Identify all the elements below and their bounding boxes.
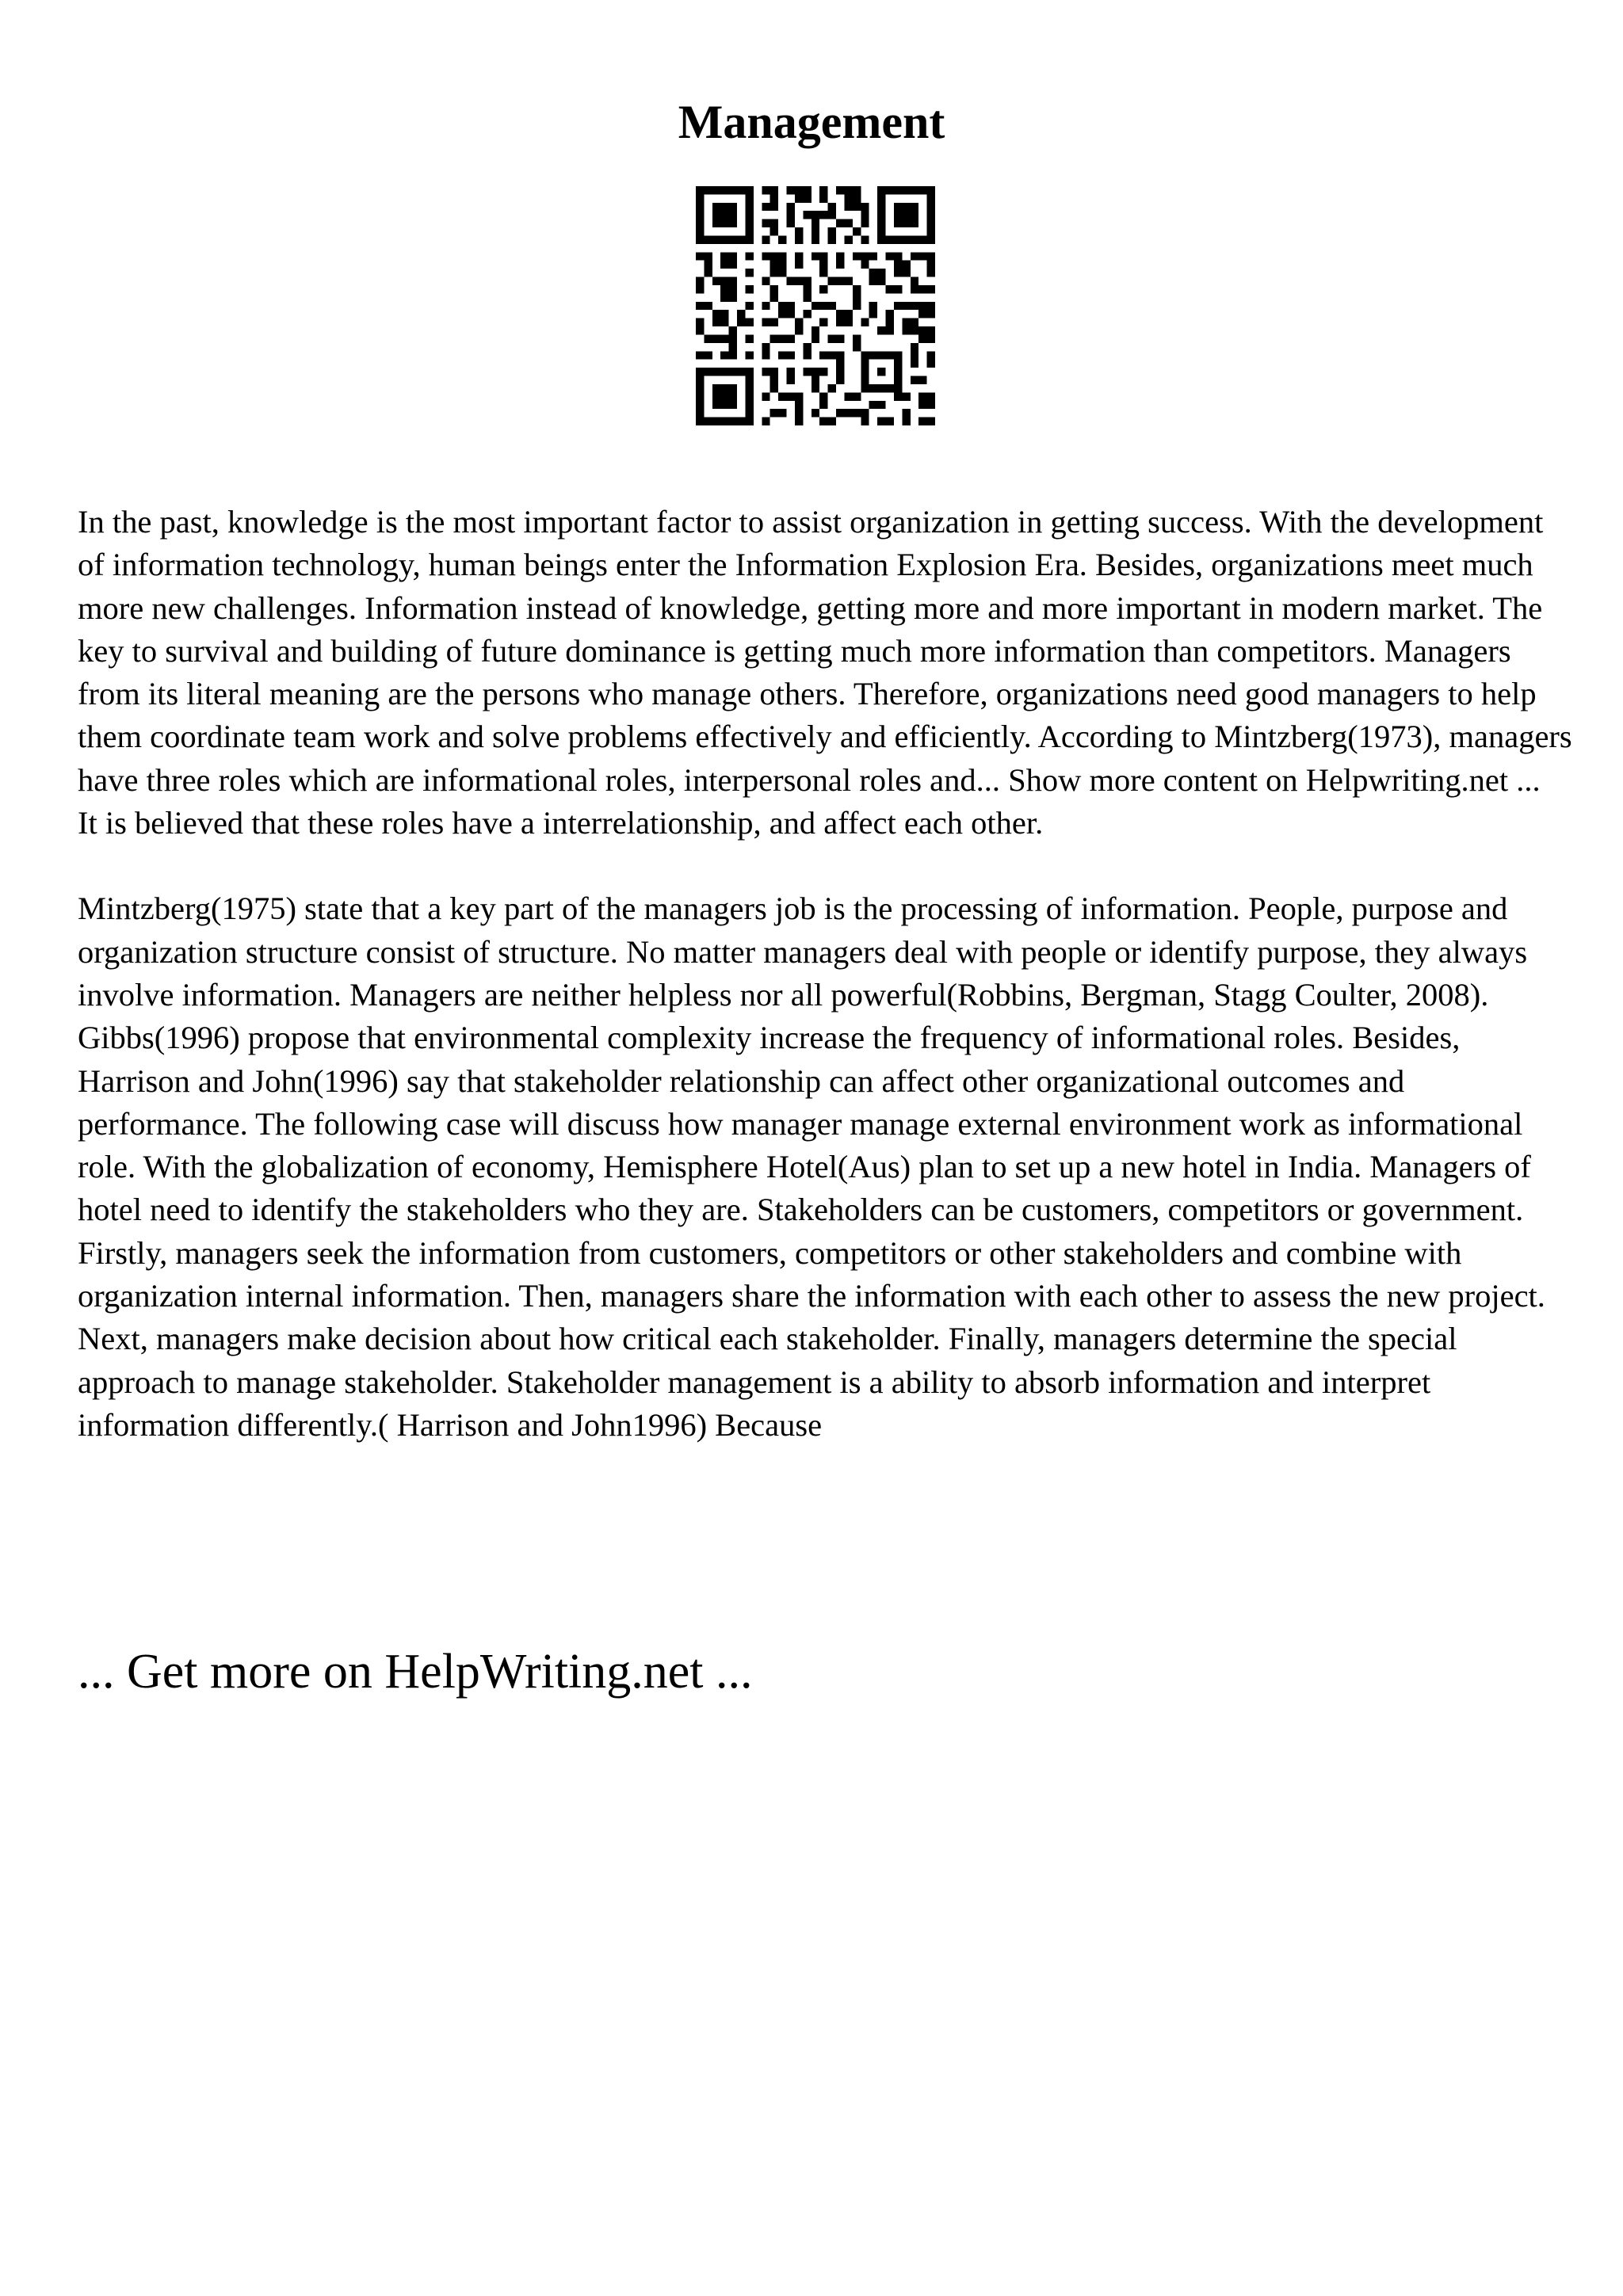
qr-code-icon	[696, 186, 935, 425]
paragraph-spacer	[78, 845, 1575, 887]
paragraph-intro: In the past, knowledge is the most important factor to assist organization in getting success. With the development of information technology, human beings enter the Information Explosion Era. Besides, organizations meet much more new challenges. Information instead of knowledge, getting more and more important in modern market. The key to survival and building of future dominance is getting much more information than competitors. Managers from its literal meaning are the persons who manage others. Therefore, organizations need good managers to help them coordinate team work and solve problems effectively and efficiently. According to Mintzberg(1973), managers have three roles which are informational roles, interpersonal roles and... Show more content on Helpwriting.net ...	[78, 504, 1572, 798]
paragraph-informational-role: Mintzberg(1975) state that a key part of the managers job is the processing of information. People, purpose and organization structure consist of structure. No matter managers deal with people or identify purpose, they always involve information. Managers are neither helpless nor all powerful(Robbins, Bergman, Stagg Coulter, 2008). Gibbs(1996) propose that environmental complexity increase the frequency of informational roles. Besides, Harrison and John(1996) say that stakeholder relationship can affect other organizational outcomes and performance. The following case will discuss how manager manage external environment work as informational role. With the globalization of economy, Hemisphere Hotel(Aus) plan to set up a new hotel in India. Managers of hotel need to identify the stakeholders who they are. Stakeholders can be customers, competitors or government. Firstly, managers seek the information from customers, competitors or other stakeholders and combine with organization internal information. Then, managers share the information with each other to assess the new project. Next, managers make decision about how critical each stakeholder. Finally, managers determine the special approach to manage stakeholder. Stakeholder management is a ability to absorb information and interpret information differently.( Harrison and John1996) Because	[78, 891, 1545, 1443]
article-body	[78, 501, 1575, 1447]
paragraph-roles-interrelationship: It is believed that these roles have a interrelationship, and affect each other.	[78, 805, 1044, 841]
page-title: Management	[678, 96, 945, 148]
get-more-link[interactable]: ... Get more on HelpWriting.net ...	[78, 1645, 753, 1699]
